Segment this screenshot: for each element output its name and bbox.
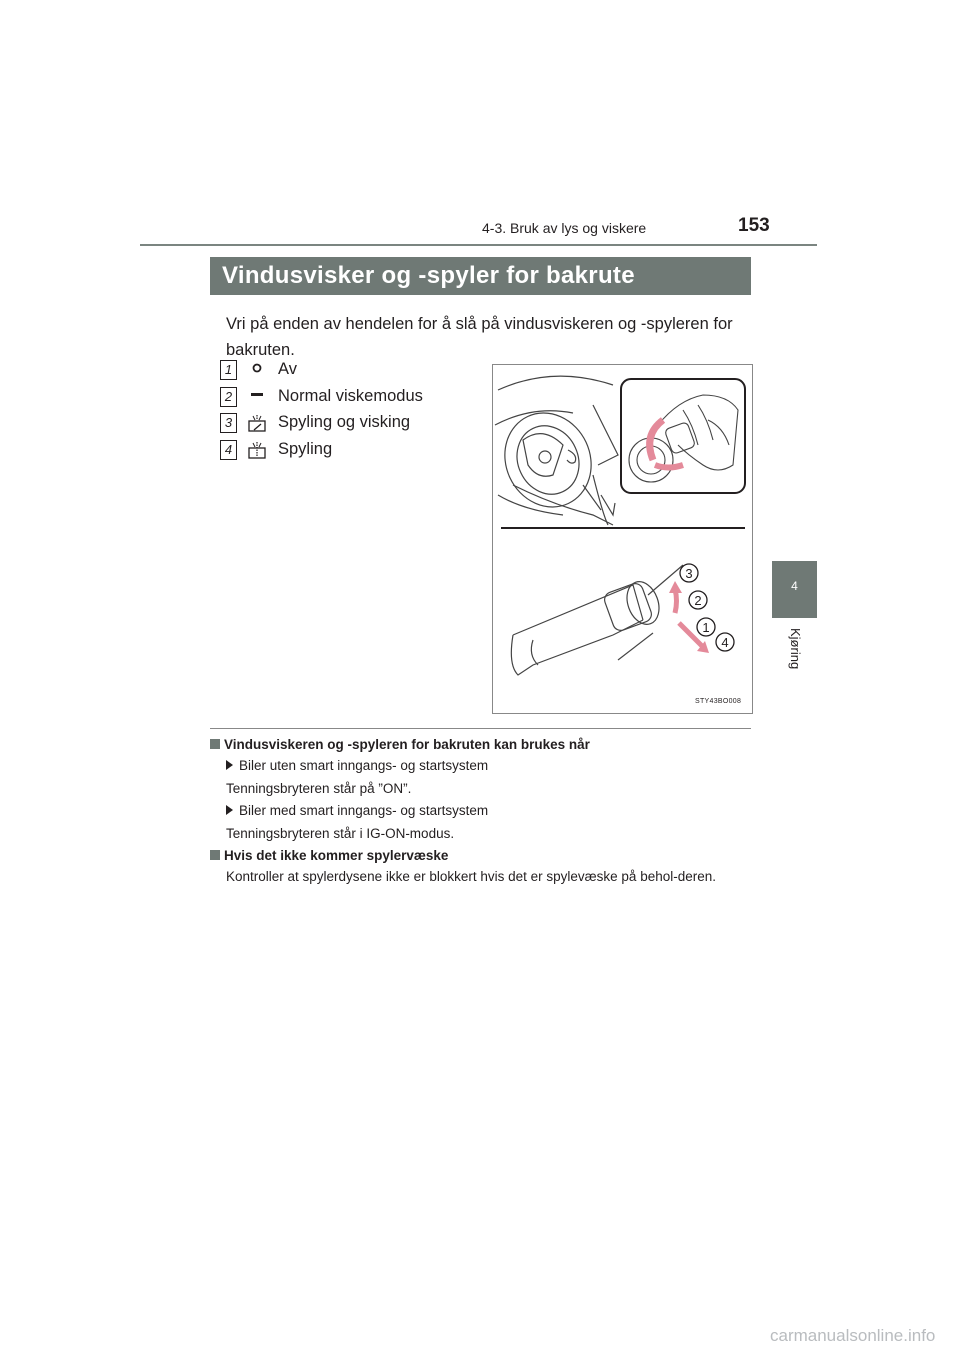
triangle-bullet-icon: [226, 805, 233, 815]
mode-label: Spyling: [278, 440, 333, 458]
mode-number: 1: [220, 360, 237, 380]
mode-item: [220, 440, 480, 462]
note-body: Tenningsbryteren står i IG-ON-modus.: [226, 826, 455, 841]
mode-number: 4: [220, 440, 237, 460]
circle-off-icon: [242, 362, 272, 380]
triangle-bullet-icon: [226, 760, 233, 770]
notes-rule: [210, 728, 751, 729]
note-condition-text: Biler uten smart inngangs- og startsystem: [239, 758, 489, 773]
washer-icon: [242, 442, 272, 460]
illustration-figure: [492, 364, 753, 714]
rotation-arrow-back: [655, 465, 683, 468]
chapter-name: Kjøring: [788, 628, 803, 670]
note-condition-text: Biler med smart inngangs- og startsystem: [239, 803, 489, 818]
washer-wipe-icon: [242, 415, 272, 433]
lever-sketch: [511, 565, 683, 675]
wiper-lever-illustration: [493, 365, 752, 713]
callout-1: [697, 618, 715, 636]
note-heading: [210, 737, 590, 752]
callout-3: [680, 564, 698, 582]
note-heading: [210, 848, 448, 863]
note-body: Tenningsbryteren står på ”ON”.: [226, 781, 412, 796]
detail-inset-frame: [621, 379, 745, 493]
note-condition: [226, 758, 488, 773]
mode-label: Normal viskemodus: [278, 387, 423, 405]
mode-number: 3: [220, 413, 237, 433]
callout-label: 4: [721, 635, 729, 650]
note-heading-text: Hvis det ikke kommer spylervæske: [224, 848, 449, 863]
square-bullet-icon: [210, 739, 220, 749]
side-tab: [772, 561, 817, 618]
note-paragraph: Kontroller at spylerdysene ikke er blokkert hvis det er spylevæske på behol-deren.: [226, 869, 716, 884]
mode-label: Spyling og visking: [278, 413, 411, 431]
square-bullet-icon: [210, 850, 220, 860]
callout-label: 1: [702, 620, 710, 635]
callout-4: [716, 633, 734, 651]
watermark: carmanualsonline.info: [770, 1326, 936, 1345]
lever-arrow-up-head: [669, 581, 682, 593]
dashboard-sketch: [493, 376, 618, 525]
callout-label: 2: [694, 593, 702, 608]
dash-normal-icon: [242, 389, 272, 407]
intro-text: Vri på enden av hendelen for å slå på vindusviskeren og -spyleren for bakruten.: [226, 315, 733, 359]
callout-2: [689, 591, 707, 609]
note-condition: [226, 803, 488, 818]
header-rule: [140, 244, 817, 246]
section-title-bar: [210, 257, 751, 295]
callout-label: 3: [685, 566, 693, 581]
header-section: 4-3. Bruk av lys og viskere: [482, 220, 647, 236]
mode-label: Av: [278, 360, 297, 378]
mode-item: [220, 387, 480, 409]
note-heading-text: Vindusviskeren og -spyleren for bakruten kan brukes når: [224, 737, 590, 752]
figure-code: STY43BO008: [695, 698, 742, 705]
page-number: 153: [738, 215, 770, 236]
mode-item: [220, 413, 480, 435]
chapter-number: 4: [791, 579, 798, 593]
mode-item: [220, 360, 480, 382]
mode-number: 2: [220, 387, 237, 407]
section-title: Vindusvisker og -spyler for bakrute: [222, 262, 635, 289]
